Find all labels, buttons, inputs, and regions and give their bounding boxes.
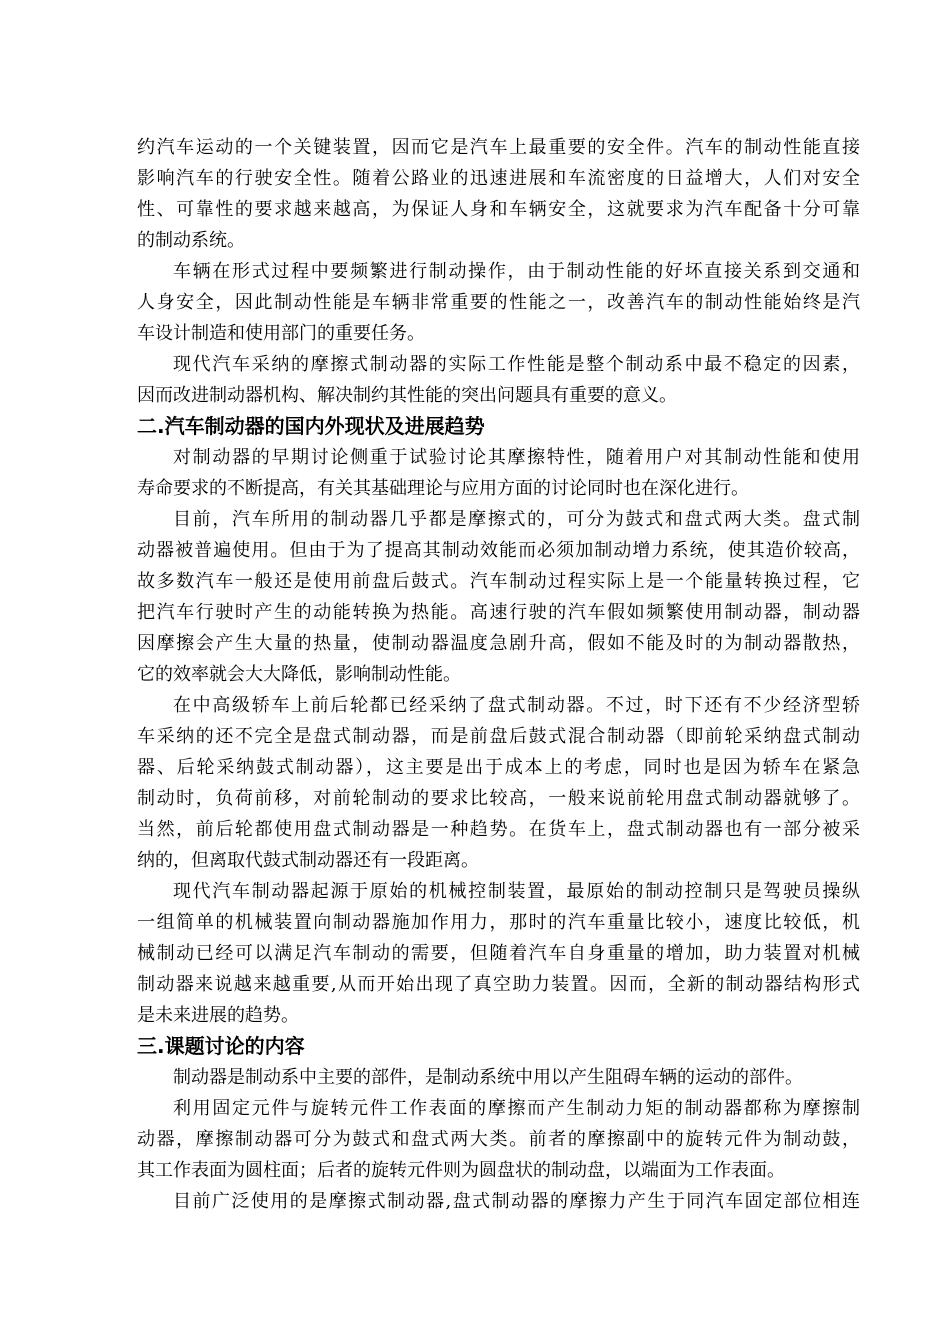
paragraph-line: 当然，前后轮都使用盘式制动器是一种趋势。在货车上，盘式制动器也有一部分被采 [137, 819, 860, 840]
paragraph-line: 其工作表面为圆柱面；后者的旋转元件则为圆盘状的制动盘，以端面为工作表面。 [137, 1160, 785, 1181]
paragraph-line: 一组简单的机械装置向制动器施加作用力，那时的汽车重量比较小，速度比较低，机 [137, 912, 860, 933]
section-3-body [137, 1062, 860, 1217]
paragraph-line: 它的效率就会大大降低，影响制动性能。 [137, 664, 461, 685]
paragraph-line: 目前，汽车所用的制动器几乎都是摩擦式的，可分为鼓式和盘式两大类。盘式制 [173, 509, 860, 530]
paragraph-line: 制动时，负荷前移，对前轮制动的要求比较高，一般来说前轮用盘式制动器就够了。 [137, 788, 860, 809]
paragraph-line: 现代汽车制动器起源于原始的机械控制装置，最原始的制动控制只是驾驶员操纵 [173, 881, 860, 902]
paragraph-line: 车设计制造和使用部门的重要任务。 [137, 323, 425, 344]
paragraph-line: 车采纳的还不完全是盘式制动器，而是前盘后鼓式混合制动器（即前轮采纳盘式制动 [137, 726, 860, 747]
paragraph-line: 车辆在形式过程中要频繁进行制动操作，由于制动性能的好坏直接关系到交通和 [173, 261, 860, 282]
paragraph-line: 故多数汽车一般还是使用前盘后鼓式。汽车制动过程实际上是一个能量转换过程，它 [137, 571, 860, 592]
paragraph-line: 因而改进制动器机构、解决制约其性能的突出问题具有重要的意义。 [137, 385, 677, 406]
paragraph-line: 把汽车行驶时产生的动能转换为热能。高速行驶的汽车假如频繁使用制动器，制动器 [137, 602, 860, 623]
paragraph-line: 利用固定元件与旋转元件工作表面的摩擦而产生制动力矩的制动器都称为摩擦制 [173, 1098, 860, 1119]
paragraph-line: 因摩擦会产生大量的热量，使制动器温度急剧升高，假如不能及时的为制动器散热， [137, 633, 860, 654]
paragraph-line: 制动器是制动系中主要的部件，是制动系统中用以产生阻碍车辆的运动的部件。 [173, 1067, 803, 1088]
paragraph-line: 器、后轮采纳鼓式制动器），这主要是出于成本上的考虑，同时也是因为轿车在紧急 [137, 757, 860, 778]
paragraph-line: 影响汽车的行驶安全性。随着公路业的迅速进展和车流密度的日益增大，人们对安全 [137, 168, 860, 189]
section-heading-3: 三.课题讨论的内容 [137, 1034, 305, 1058]
paragraph-line: 性、可靠性的要求越来越高，为保证人身和车辆安全，这就要求为汽车配备十分可靠 [137, 199, 860, 220]
paragraph-line: 对制动器的早期讨论侧重于试验讨论其摩擦特性，随着用户对其制动性能和使用 [173, 447, 860, 468]
paragraph-line: 目前广泛使用的是摩擦式制动器,盘式制动器的摩擦力产生于同汽车固定部位相连 [173, 1191, 860, 1212]
paragraph-line: 现代汽车采纳的摩擦式制动器的实际工作性能是整个制动系中最不稳定的因素， [173, 354, 860, 375]
section-1-body [137, 132, 860, 411]
paragraph-line: 是未来进展的趋势。 [137, 1005, 299, 1026]
paragraph-line: 寿命要求的不断提高，有关其基础理论与应用方面的讨论同时也在深化进行。 [137, 478, 749, 499]
paragraph-line: 纳的，但离取代鼓式制动器还有一段距离。 [137, 850, 479, 871]
paragraph-line: 动器，摩擦制动器可分为鼓式和盘式两大类。前者的摩擦副中的旋转元件为制动鼓， [137, 1129, 860, 1150]
paragraph-line: 动器被普遍使用。但由于为了提高其制动效能而必须加制动增力系统，使其造价较高， [137, 540, 860, 561]
section-2-body [137, 442, 860, 1031]
paragraph-line: 械制动已经可以满足汽车制动的需要，但随着汽车自身重量的增加，助力装置对机械 [137, 943, 860, 964]
paragraph-line: 的制动系统。 [137, 230, 245, 251]
paragraph-line: 在中高级轿车上前后轮都已经采纳了盘式制动器。不过，时下还有不少经济型轿 [173, 695, 860, 716]
paragraph-line: 约汽车运动的一个关键装置，因而它是汽车上最重要的安全件。汽车的制动性能直接 [137, 137, 860, 158]
section-heading-2: 二.汽车制动器的国内外现状及进展趋势 [137, 414, 485, 438]
paragraph-line: 制动器来说越来越重要,从而开始出现了真空助力装置。因而，全新的制动器结构形式 [137, 974, 860, 995]
paragraph-line: 人身安全，因此制动性能是车辆非常重要的性能之一，改善汽车的制动性能始终是汽 [137, 292, 860, 313]
